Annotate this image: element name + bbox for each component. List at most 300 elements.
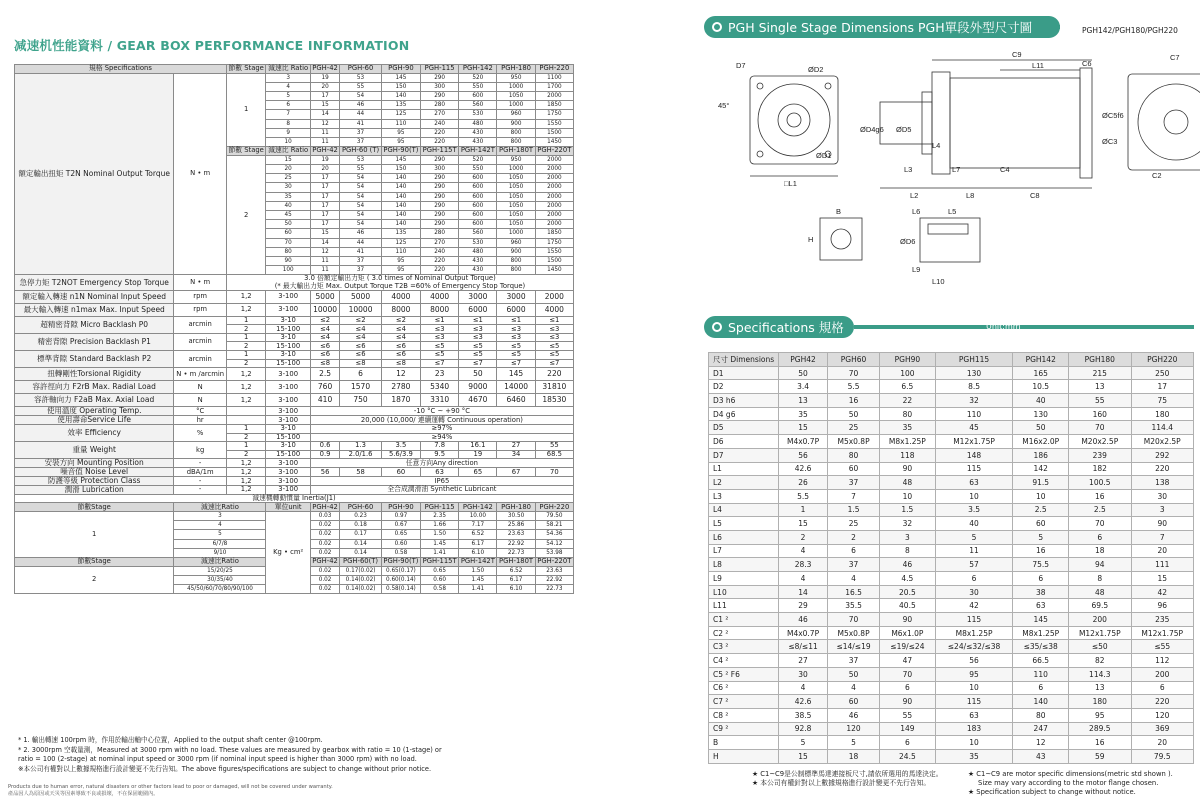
table-cell: 1,2	[226, 303, 266, 316]
table-cell: 2	[226, 359, 266, 368]
table-cell: 70	[828, 613, 880, 627]
stage-cell: 1	[226, 73, 266, 147]
table-cell: 900	[497, 247, 535, 256]
table-cell: 120	[828, 722, 880, 736]
table-cell: 1050	[497, 92, 535, 101]
shaft-key	[928, 224, 968, 234]
table-cell: 3-100	[266, 303, 310, 316]
table-cell: 800	[497, 128, 535, 137]
table-cell: 292	[1131, 448, 1194, 462]
table-cell: 37	[340, 266, 381, 275]
table-cell: 530	[459, 110, 497, 119]
table-cell: 30	[266, 183, 310, 192]
model-header: PGH-90(T)	[381, 558, 420, 567]
table-cell: 1000	[497, 229, 535, 238]
table-cell: 48	[1069, 585, 1131, 599]
label-d5: ØD5	[896, 125, 912, 134]
table-cell: 79.5	[1131, 749, 1194, 763]
table-cell: 290	[421, 92, 459, 101]
table-cell: D7	[709, 448, 779, 462]
table-cell: 8	[1069, 572, 1131, 586]
model-header: PGH-142	[459, 65, 497, 74]
table-cell: 1,2	[226, 290, 266, 303]
table-cell: 220	[421, 138, 459, 147]
table-cell: 6	[1069, 530, 1131, 544]
table-cell: ≤19/≤24	[880, 640, 936, 654]
column-header: PGH90	[880, 353, 936, 367]
table-cell: 0.97	[381, 512, 420, 521]
dimension-title	[704, 16, 1060, 38]
table-cell: 25	[828, 421, 880, 435]
table-cell: 10	[935, 736, 1013, 750]
table-cell: 80	[828, 448, 880, 462]
table-cell: 10000	[340, 303, 381, 316]
table-row	[15, 442, 574, 451]
table-cell: 135	[381, 229, 420, 238]
label-c3: ØC3	[1102, 137, 1118, 146]
table-cell: 54	[340, 220, 381, 229]
table-cell: 3-100	[266, 468, 310, 477]
table-cell: 15	[310, 101, 339, 110]
motor-flange-side	[1080, 68, 1092, 178]
row-label: 潤滑 Lubrication	[15, 486, 174, 495]
table-cell: ≤6	[381, 342, 420, 351]
table-cell: 75.5	[1013, 558, 1069, 572]
table-cell: 800	[497, 257, 535, 266]
table-cell: 34	[497, 450, 535, 459]
table-cell: ≤1	[421, 316, 459, 325]
label-l4: L4	[932, 141, 941, 150]
table-cell: 950	[497, 73, 535, 82]
table-cell: 53.98	[535, 548, 573, 557]
table-cell: 46	[828, 708, 880, 722]
table-cell: 1550	[535, 119, 573, 128]
table-cell: 43	[1013, 749, 1069, 763]
table-cell: ≤4	[310, 333, 339, 342]
table-cell: 145	[381, 155, 420, 164]
table-cell: 1450	[535, 266, 573, 275]
table-cell: 130	[1013, 407, 1069, 421]
table-cell: 25.86	[497, 521, 535, 530]
table-cell: D1	[709, 366, 779, 380]
table-cell: 1870	[381, 394, 420, 407]
model-header: PGH-220T	[535, 147, 573, 156]
table-cell: 31810	[535, 381, 573, 394]
table-cell: 2000	[535, 201, 573, 210]
shaft-key-side	[920, 218, 980, 262]
label-c4: C4	[1000, 165, 1010, 174]
table-cell: H	[709, 749, 779, 763]
table-cell: 115	[935, 613, 1013, 627]
table-cell: 10	[880, 489, 936, 503]
table-cell: 15	[779, 421, 828, 435]
table-cell: 114.3	[1069, 667, 1131, 681]
table-cell: 50	[828, 407, 880, 421]
column-header: PGH220	[1131, 353, 1194, 367]
label-l6: L6	[912, 207, 921, 216]
table-cell: ≤2	[381, 316, 420, 325]
text-cell: 任意方向Any direction	[310, 459, 573, 468]
model-header: PGH-220T	[535, 558, 573, 567]
table-cell: M4x0.7P	[779, 435, 828, 449]
table-cell: 1450	[535, 138, 573, 147]
table-cell: 3000	[459, 290, 497, 303]
column-header: 規格 Specifications	[15, 65, 227, 74]
table-cell: 1750	[535, 238, 573, 247]
table-cell: 960	[497, 238, 535, 247]
table-cell: 55	[880, 708, 936, 722]
table-row	[709, 572, 1194, 586]
note-line: ※本公司有權對以上數據規格進行設計變更不先行告知。The above figures/specifications are subject to change without prior notice.	[18, 764, 432, 773]
table-cell: 4000	[535, 303, 573, 316]
table-cell: 11	[310, 266, 339, 275]
table-cell: M8x1.25P	[935, 626, 1013, 640]
table-cell: 4	[779, 681, 828, 695]
hole-tl	[757, 83, 763, 89]
table-cell: 3000	[497, 290, 535, 303]
table-cell: 270	[421, 110, 459, 119]
table-row	[15, 394, 574, 407]
table-cell: 6	[880, 736, 936, 750]
table-cell: 1	[226, 333, 266, 342]
table-cell: ≤8/≤11	[779, 640, 828, 654]
table-cell: L5	[709, 517, 779, 531]
table-cell: 140	[381, 201, 420, 210]
table-cell: 16	[1013, 544, 1069, 558]
row-label: 急停力矩 T2NOT Emergency Stop Torque	[15, 275, 174, 290]
table-cell: 600	[459, 192, 497, 201]
table-cell: 46	[340, 229, 381, 238]
model-header: PGH-142T	[459, 558, 497, 567]
table-cell: 2000	[535, 290, 573, 303]
table-cell: 3.5	[935, 503, 1013, 517]
table-row	[15, 316, 574, 325]
table-cell: 54	[340, 201, 381, 210]
table-cell: 20.5	[880, 585, 936, 599]
table-cell: 1,2	[226, 477, 266, 486]
table-cell: 410	[310, 394, 339, 407]
table-cell: 1.41	[421, 548, 459, 557]
table-row	[15, 351, 574, 360]
table-cell: D6	[709, 435, 779, 449]
note-line: * 1. 輸出轉速 100rpm 時，作用於輸出軸中心位置，Applied to the output shaft center @100rpm.	[18, 736, 323, 744]
table-cell: 12	[310, 119, 339, 128]
footer-line-en: Products due to human error, natural disasters or other factors lead to poor or damaged, will not be covered under warranty.	[8, 784, 333, 790]
column-header: PGH115	[935, 353, 1013, 367]
table-cell: 5	[174, 530, 266, 539]
table-cell: 20	[1131, 544, 1194, 558]
table-cell: 1.5	[828, 503, 880, 517]
table-cell: ≤8	[310, 359, 339, 368]
table-cell: 0.58	[421, 585, 459, 594]
table-cell: ≤3	[459, 325, 497, 334]
table-cell: 290	[421, 183, 459, 192]
table-row	[15, 494, 574, 503]
table-cell: 17	[310, 201, 339, 210]
table-cell: 1850	[535, 101, 573, 110]
table-cell: ≤2	[340, 316, 381, 325]
table-cell: 54	[340, 192, 381, 201]
table-cell: 140	[381, 220, 420, 229]
table-cell: 0.02	[310, 539, 339, 548]
table-cell: 0.14	[340, 539, 381, 548]
flange-bore	[787, 113, 801, 127]
model-header: PGH-42	[312, 146, 338, 155]
table-cell: 240	[421, 119, 459, 128]
table-cell: 22	[880, 394, 936, 408]
model-header: PGH-60	[340, 503, 381, 512]
row-label: 使用壽命Service Life	[15, 416, 174, 425]
table-cell: 239	[1069, 448, 1131, 462]
table-cell: 290	[421, 73, 459, 82]
table-cell: 2	[226, 325, 266, 334]
table-cell: 430	[459, 128, 497, 137]
table-cell: 560	[459, 229, 497, 238]
table-row	[15, 425, 574, 434]
table-row	[709, 654, 1194, 668]
table-cell: D3 h6	[709, 394, 779, 408]
table-cell: ≤4	[340, 333, 381, 342]
table-cell: 111	[1131, 558, 1194, 572]
table-cell: 54	[340, 211, 381, 220]
header-row	[15, 503, 574, 512]
table-cell: ≤5	[497, 351, 535, 360]
table-row	[709, 613, 1194, 627]
table-cell: 0.02	[310, 521, 339, 530]
table-cell: 35	[935, 749, 1013, 763]
table-cell: 95	[1069, 708, 1131, 722]
table-cell: 46	[779, 613, 828, 627]
table-cell: 3-100	[266, 477, 310, 486]
table-cell: 560	[459, 101, 497, 110]
table-cell: 94	[1069, 558, 1131, 572]
table-row	[709, 517, 1194, 531]
table-cell: 0.18	[340, 521, 381, 530]
table-cell: 35	[779, 407, 828, 421]
table-cell: 220	[1131, 695, 1194, 709]
table-cell: 1.66	[421, 521, 459, 530]
unit-cell: -	[174, 486, 226, 495]
table-row	[709, 407, 1194, 421]
table-row	[15, 290, 574, 303]
label-d1: ØD1	[816, 151, 832, 160]
table-cell: 115	[935, 462, 1013, 476]
table-cell: 1,2	[226, 394, 266, 407]
table-cell: M20x2.5P	[1069, 435, 1131, 449]
text-cell: 全合成潤滑油 Synthetic Lubricant	[310, 486, 573, 495]
table-cell: 114.4	[1131, 421, 1194, 435]
table-cell: 6460	[497, 394, 535, 407]
table-cell: 0.60(0.14)	[381, 575, 420, 584]
column-header: 減速比Ratio	[174, 503, 266, 512]
table-cell: 1	[779, 503, 828, 517]
table-cell: 56	[310, 468, 339, 477]
notes-cn	[752, 770, 943, 788]
table-cell: 950	[497, 155, 535, 164]
hole-tr	[825, 83, 831, 89]
table-cell: 4.5	[880, 572, 936, 586]
table-cell: 1050	[497, 174, 535, 183]
table-cell: L1	[709, 462, 779, 476]
table-cell: 290	[421, 192, 459, 201]
table-cell: 60	[381, 468, 420, 477]
table-row	[709, 695, 1194, 709]
table-cell: 600	[459, 201, 497, 210]
table-cell: 13	[779, 394, 828, 408]
row-label: 最大輸入轉速 n1max Max. Input Speed	[15, 303, 174, 316]
table-cell: 30	[779, 667, 828, 681]
table-cell: 20	[310, 82, 339, 91]
table-cell: 290	[421, 201, 459, 210]
table-cell: 110	[935, 407, 1013, 421]
table-cell: 63	[935, 708, 1013, 722]
table-cell: 12	[1013, 736, 1069, 750]
label-l10: L10	[932, 277, 945, 286]
table-cell: 0.14(0.02)	[340, 575, 381, 584]
label-c5: ØC5f6	[1102, 111, 1124, 120]
model-header: PGH-115T	[421, 558, 459, 567]
table-cell: 280	[421, 229, 459, 238]
table-cell: 112	[1131, 654, 1194, 668]
table-row	[709, 736, 1194, 750]
table-cell: M6x1.0P	[880, 626, 936, 640]
header-row	[15, 65, 574, 74]
table-cell: ≤3	[497, 333, 535, 342]
table-cell: D2	[709, 380, 779, 394]
table-cell: 6	[1013, 572, 1069, 586]
label-l7: L7	[952, 165, 961, 174]
table-cell: 20	[310, 165, 339, 174]
table-cell: 7.17	[459, 521, 497, 530]
table-cell: 3-100	[266, 416, 310, 425]
table-cell: L9	[709, 572, 779, 586]
table-cell: 7	[266, 110, 310, 119]
table-cell: 8000	[421, 303, 459, 316]
model-header: PGH-180T	[497, 147, 535, 156]
table-cell: 290	[421, 211, 459, 220]
table-cell: 1,2	[226, 381, 266, 394]
table-cell: 6/7/8	[174, 539, 266, 548]
table-cell: 10	[935, 681, 1013, 695]
table-cell: 900	[497, 119, 535, 128]
table-cell: 7	[1131, 530, 1194, 544]
table-cell: 4	[779, 544, 828, 558]
table-cell: 6.52	[497, 566, 535, 575]
table-cell: ≤3	[535, 333, 573, 342]
table-cell: 47	[880, 654, 936, 668]
column-header: 節數 Stage	[226, 65, 266, 74]
table-cell: 45	[266, 211, 310, 220]
label-l11: L11	[1032, 61, 1044, 70]
table-row	[709, 544, 1194, 558]
table-cell: 0.65(0.17)	[381, 566, 420, 575]
table-cell: 180	[1131, 407, 1194, 421]
table-cell: 37	[340, 257, 381, 266]
table-cell: 1.45	[459, 575, 497, 584]
pilot-side	[922, 92, 932, 154]
table-cell: 10.00	[459, 512, 497, 521]
note-line: ratio = 100 (2-stage) at nominal input speed or 3000 rpm (if nominal input speed is higher than 3000 rpm) with no load.	[18, 755, 417, 764]
table-cell: 18	[1069, 544, 1131, 558]
table-cell	[226, 416, 266, 425]
table-cell: 5000	[340, 290, 381, 303]
table-cell: 1550	[535, 247, 573, 256]
table-cell: 3-100	[266, 394, 310, 407]
stage-cell: 1	[15, 512, 174, 558]
table-row	[709, 394, 1194, 408]
table-cell: 15-100	[266, 433, 310, 442]
table-cell: 60	[1013, 517, 1069, 531]
table-cell: 1,2	[226, 368, 266, 381]
table-cell: 760	[310, 381, 339, 394]
table-cell: 2000	[535, 155, 573, 164]
table-cell: ≤6	[310, 351, 339, 360]
table-cell: 95	[381, 257, 420, 266]
table-cell: 50	[828, 667, 880, 681]
label-c6: C6	[1082, 59, 1092, 68]
performance-table	[14, 64, 574, 594]
model-header: PGH-42	[312, 64, 338, 73]
table-cell: 0.67	[381, 521, 420, 530]
table-cell: 14000	[497, 381, 535, 394]
table-cell: 1850	[535, 229, 573, 238]
label-c9: C9	[1012, 50, 1022, 59]
table-row	[709, 530, 1194, 544]
table-cell: 140	[1013, 695, 1069, 709]
table-cell: 15	[266, 155, 310, 164]
table-cell: 290	[421, 155, 459, 164]
unit-cell: rpm	[174, 290, 226, 303]
table-row	[15, 416, 574, 425]
row-label: 安裝方向 Mounting Position	[15, 459, 174, 468]
column-header: 節數 Stage	[226, 147, 266, 156]
table-row	[15, 381, 574, 394]
table-cell: 95	[381, 266, 420, 275]
table-cell: 3-100	[266, 290, 310, 303]
table-cell: 20	[266, 165, 310, 174]
table-cell: 63	[935, 476, 1013, 490]
table-cell: 5	[266, 92, 310, 101]
table-row	[15, 333, 574, 342]
unit-cell: N • m /arcmin	[174, 368, 226, 381]
table-cell: 430	[459, 257, 497, 266]
table-cell: M4x0.7P	[779, 626, 828, 640]
table-row	[709, 681, 1194, 695]
table-cell: 25	[266, 174, 310, 183]
label-l2: L2	[910, 191, 919, 200]
table-row	[709, 489, 1194, 503]
table-cell: 8	[266, 119, 310, 128]
table-cell: 0.17	[340, 530, 381, 539]
table-cell: 142	[1013, 462, 1069, 476]
table-cell: ≤3	[421, 333, 459, 342]
unit-cell: arcmin	[174, 333, 226, 350]
table-cell: 17	[310, 211, 339, 220]
table-cell: 19	[310, 73, 339, 82]
row-label: 防護等級 Protection Class	[15, 477, 174, 486]
table-row	[15, 303, 574, 316]
table-row	[709, 366, 1194, 380]
table-row	[15, 512, 574, 521]
table-cell: 1.45	[421, 539, 459, 548]
table-cell: M5x0.8P	[828, 435, 880, 449]
table-cell: 1050	[497, 211, 535, 220]
table-cell: 2000	[535, 165, 573, 174]
page-title: 减速机性能資料 / GEAR BOX PERFORMANCE INFORMATION	[14, 38, 410, 53]
table-cell: 22.73	[535, 585, 573, 594]
table-row	[709, 667, 1194, 681]
table-cell: L6	[709, 530, 779, 544]
